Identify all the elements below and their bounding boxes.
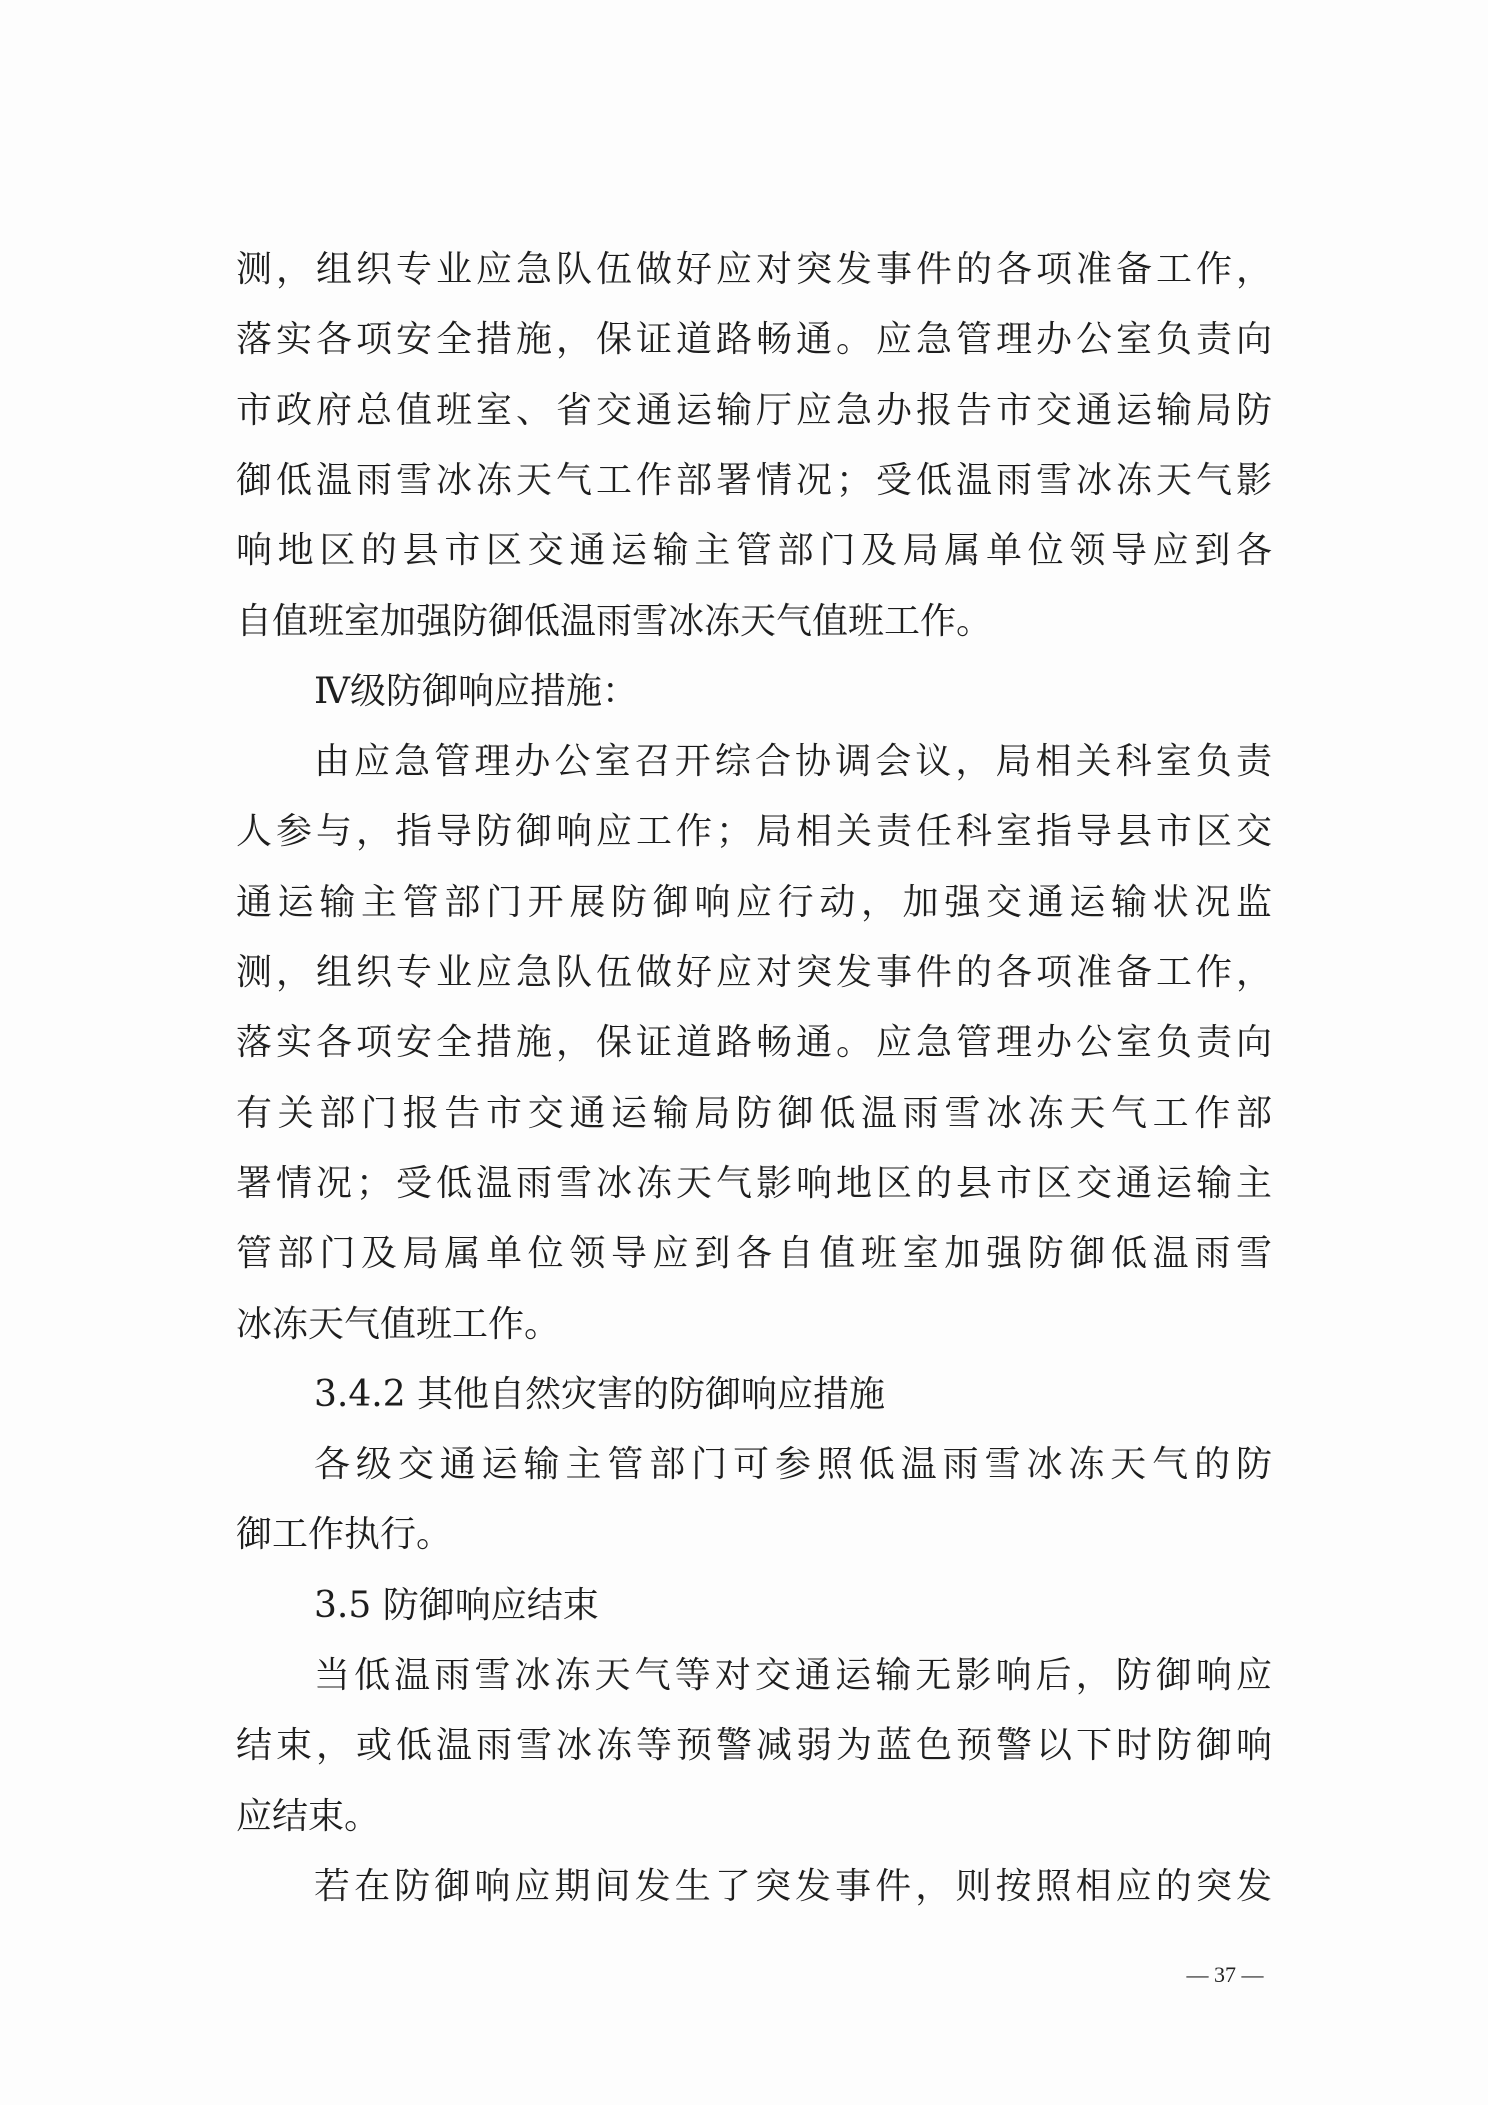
text-line: 3.5 防御响应结束 xyxy=(314,1584,599,1626)
text-line: 署情况；受低温雨雪冰冻天气影响地区的县市区交通运输主 xyxy=(236,1162,1272,1204)
text-line: 人参与，指导防御响应工作；局相关责任科室指导县市区交 xyxy=(236,811,1272,853)
text-line: 3.4.2 其他自然灾害的防御响应措施 xyxy=(314,1373,886,1415)
text-line: Ⅳ级防御响应措施： xyxy=(314,670,638,712)
text-line: 应结束。 xyxy=(236,1795,381,1837)
text-line: 当低温雨雪冰冻天气等对交通运输无影响后，防御响应 xyxy=(314,1655,1272,1696)
text-line: 御工作执行。 xyxy=(236,1514,453,1556)
text-line: 各级交通运输主管部门可参照低温雨雪冰冻天气的防 xyxy=(314,1444,1272,1486)
text-line: 若在防御响应期间发生了突发事件，则按照相应的突发 xyxy=(314,1865,1272,1907)
text-line: 响地区的县市区交通运输主管部门及局属单位领导应到各 xyxy=(236,530,1272,572)
text-line: 有关部门报告市交通运输局防御低温雨雪冰冻天气工作部 xyxy=(236,1092,1272,1134)
page-number: — 37 — xyxy=(1186,1962,1264,1987)
text-line: 落实各项安全措施，保证道路畅通。应急管理办公室负责向 xyxy=(236,1022,1272,1064)
text-line: 测，组织专业应急队伍做好应对突发事件的各项准备工作， xyxy=(236,249,1272,290)
text-line: 御低温雨雪冰冻天气工作部署情况；受低温雨雪冰冻天气影 xyxy=(236,459,1272,501)
text-line: 落实各项安全措施，保证道路畅通。应急管理办公室负责向 xyxy=(236,319,1272,361)
text-line: 通运输主管部门开展防御响应行动，加强交通运输状况监 xyxy=(236,881,1272,923)
text-line: 测，组织专业应急队伍做好应对突发事件的各项准备工作， xyxy=(236,952,1272,993)
text-line: 冰冻天气值班工作。 xyxy=(236,1303,561,1345)
text-line: 管部门及局属单位领导应到各自值班室加强防御低温雨雪 xyxy=(236,1233,1272,1275)
text-line: 市政府总值班室、省交通运输厅应急办报告市交通运输局防 xyxy=(236,389,1272,431)
text-line: 由应急管理办公室召开综合协调会议，局相关科室负责 xyxy=(314,741,1272,783)
text-line: 结束，或低温雨雪冰冻等预警减弱为蓝色预警以下时防御响 xyxy=(236,1725,1272,1767)
text-line: 自值班室加强防御低温雨雪冰冻天气值班工作。 xyxy=(236,600,993,642)
